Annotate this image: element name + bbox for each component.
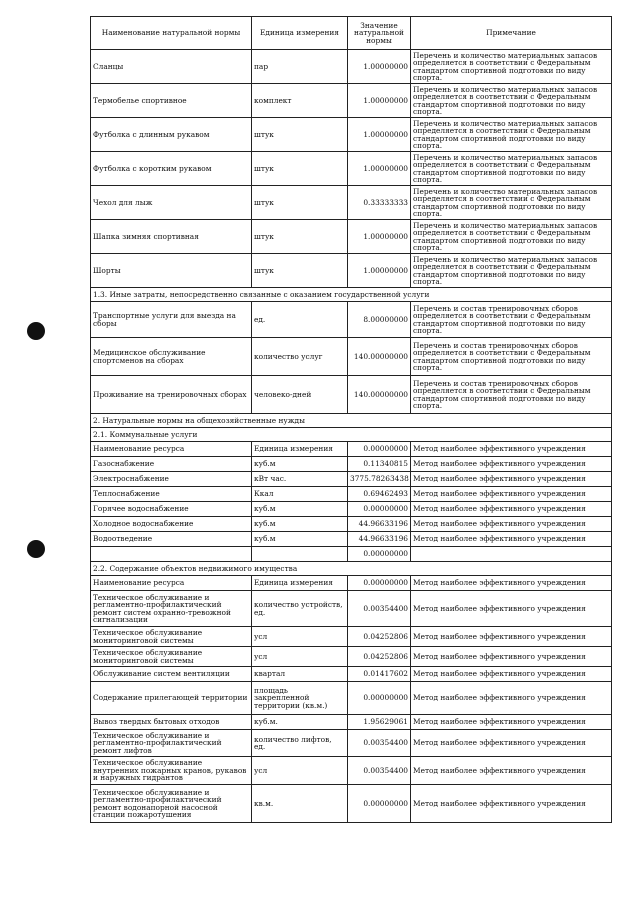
item-value: 0.04252806	[348, 647, 411, 667]
item-unit: Единица измерения	[252, 442, 348, 457]
item-name: Медицинское обслуживание спортсменов на сборах	[91, 338, 252, 376]
table-row	[91, 50, 612, 84]
item-unit: штук	[252, 220, 348, 254]
item-value: 3775.78263438	[348, 472, 411, 487]
item-name: Транспортные услуги для выезда на сборы	[91, 302, 252, 338]
item-value: 0.00354400	[348, 730, 411, 757]
item-name: Электроснабжение	[91, 472, 252, 487]
table-row	[91, 715, 612, 730]
item-unit: куб.м	[252, 457, 348, 472]
item-unit: количество лифтов, ед.	[252, 730, 348, 757]
item-unit: количество услуг	[252, 338, 348, 376]
item-name: Техническое обслуживание и регламентно-профилактический ремонт систем охранно-тревожной сигнализации	[91, 591, 252, 627]
section-row	[91, 562, 612, 576]
table-row	[91, 338, 612, 376]
item-unit: штук	[252, 152, 348, 186]
item-unit: усл	[252, 627, 348, 647]
item-unit: человеко-дней	[252, 376, 348, 414]
item-unit: штук	[252, 254, 348, 288]
section-title: 2. Натуральные нормы на общехозяйственные нужды	[91, 414, 612, 428]
item-name: Обслуживание систем вентиляции	[91, 667, 252, 682]
item-unit: куб.м	[252, 517, 348, 532]
item-unit: куб.м	[252, 502, 348, 517]
item-note: Метод наиболее эффективного учреждения	[411, 785, 612, 823]
item-value: 0.69462493	[348, 487, 411, 502]
item-value: 140.00000000	[348, 338, 411, 376]
utilities-header-row	[91, 442, 612, 457]
item-note: Метод наиболее эффективного учреждения	[411, 442, 612, 457]
item-unit: усл	[252, 757, 348, 785]
item-value: 0.00354400	[348, 591, 411, 627]
empty-cell	[252, 547, 348, 562]
item-name: Чехол для лыж	[91, 186, 252, 220]
item-unit: кв.м.	[252, 785, 348, 823]
item-name: Сланцы	[91, 50, 252, 84]
item-note: Перечень и количество материальных запасов определяется в соответствии с Федеральным стандартом спортивной подготовки по виду спорта.	[411, 186, 612, 220]
item-value: 1.00000000	[348, 220, 411, 254]
table-row	[91, 220, 612, 254]
item-note: Метод наиболее эффективного учреждения	[411, 757, 612, 785]
table-row	[91, 472, 612, 487]
table-row	[91, 785, 612, 823]
table-row	[91, 532, 612, 547]
item-name: Теплоснабжение	[91, 487, 252, 502]
item-unit: куб.м	[252, 532, 348, 547]
item-value: 1.95629061	[348, 715, 411, 730]
item-note: Метод наиболее эффективного учреждения	[411, 591, 612, 627]
item-name: Наименование ресурса	[91, 442, 252, 457]
section-row	[91, 414, 612, 428]
item-name: Вывоз твердых бытовых отходов	[91, 715, 252, 730]
item-name: Техническое обслуживание мониторинговой системы	[91, 627, 252, 647]
table-row	[91, 627, 612, 647]
item-unit: пар	[252, 50, 348, 84]
item-name: Холодное водоснабжение	[91, 517, 252, 532]
item-name: Шорты	[91, 254, 252, 288]
item-unit: площадь закрепленной территории (кв.м.)	[252, 682, 348, 715]
item-note: Метод наиболее эффективного учреждения	[411, 667, 612, 682]
item-note: Метод наиболее эффективного учреждения	[411, 532, 612, 547]
item-value: 0.04252806	[348, 627, 411, 647]
item-value: 0.33333333	[348, 186, 411, 220]
table-row	[91, 647, 612, 667]
section-row	[91, 428, 612, 442]
item-value: 0.00000000	[348, 547, 411, 562]
empty-cell	[91, 547, 252, 562]
item-name: Горячее водоснабжение	[91, 502, 252, 517]
table-row	[91, 457, 612, 472]
header-row	[91, 17, 612, 50]
item-unit: Ккал	[252, 487, 348, 502]
item-name: Газоснабжение	[91, 457, 252, 472]
item-unit: комплект	[252, 84, 348, 118]
item-note: Перечень и количество материальных запасов определяется в соответствии с Федеральным стандартом спортивной подготовки по виду спорта.	[411, 84, 612, 118]
item-value: 0.00000000	[348, 785, 411, 823]
item-name: Техническое обслуживание и регламентно-профилактический ремонт водонапорной насосной станции пожаротушения	[91, 785, 252, 823]
item-value: 1.00000000	[348, 84, 411, 118]
item-value: 44.96633196	[348, 532, 411, 547]
item-name: Техническое обслуживание внутренних пожарных кранов, рукавов и наружных гидрантов	[91, 757, 252, 785]
item-note: Перечень и количество материальных запасов определяется в соответствии с Федеральным стандартом спортивной подготовки по виду спорта.	[411, 254, 612, 288]
item-note: Перечень и состав тренировочных сборов определяется в соответствии с Федеральным стандартом спортивной подготовки по виду спорта.	[411, 338, 612, 376]
item-note: Перечень и количество материальных запасов определяется в соответствии с Федеральным стандартом спортивной подготовки по виду спорта.	[411, 118, 612, 152]
item-note: Метод наиболее эффективного учреждения	[411, 502, 612, 517]
header-unit: Единица измерения	[252, 17, 348, 50]
item-unit: куб.м.	[252, 715, 348, 730]
item-name: Водоотведение	[91, 532, 252, 547]
item-unit: количество устройств, ед.	[252, 591, 348, 627]
item-value: 0.11340815	[348, 457, 411, 472]
table-row	[91, 517, 612, 532]
item-value: 0.00000000	[348, 682, 411, 715]
item-name: Содержание прилегающей территории	[91, 682, 252, 715]
table-row	[91, 302, 612, 338]
item-name: Термобелье спортивное	[91, 84, 252, 118]
item-value: 1.00000000	[348, 254, 411, 288]
item-note: Метод наиболее эффективного учреждения	[411, 682, 612, 715]
table-row	[91, 682, 612, 715]
item-unit: ед.	[252, 302, 348, 338]
item-value: 1.00000000	[348, 152, 411, 186]
item-unit: усл	[252, 647, 348, 667]
item-note: Метод наиболее эффективного учреждения	[411, 715, 612, 730]
section-row	[91, 288, 612, 302]
item-value: 0.00000000	[348, 576, 411, 591]
item-note: Перечень и состав тренировочных сборов определяется в соответствии с Федеральным стандартом спортивной подготовки по виду спорта.	[411, 376, 612, 414]
header-value: Значение натуральной нормы	[348, 17, 411, 50]
utilities-total-row	[91, 547, 612, 562]
item-value: 8.00000000	[348, 302, 411, 338]
table-row	[91, 152, 612, 186]
property-header-row	[91, 576, 612, 591]
item-name: Футболка с коротким рукавом	[91, 152, 252, 186]
item-value: 0.00000000	[348, 442, 411, 457]
item-unit: штук	[252, 118, 348, 152]
item-note: Метод наиболее эффективного учреждения	[411, 730, 612, 757]
table-row	[91, 591, 612, 627]
table-row	[91, 254, 612, 288]
table-row	[91, 186, 612, 220]
item-note: Метод наиболее эффективного учреждения	[411, 472, 612, 487]
item-name: Футболка с длинным рукавом	[91, 118, 252, 152]
item-note: Метод наиболее эффективного учреждения	[411, 517, 612, 532]
item-value: 44.96633196	[348, 517, 411, 532]
item-note: Метод наиболее эффективного учреждения	[411, 576, 612, 591]
item-name: Техническое обслуживание мониторинговой системы	[91, 647, 252, 667]
table-row	[91, 502, 612, 517]
punch-hole	[27, 540, 45, 558]
table-row	[91, 730, 612, 757]
item-name: Шапка зимняя спортивная	[91, 220, 252, 254]
section-title: 1.3. Иные затраты, непосредственно связанные с оказанием государственной услуги	[91, 288, 612, 302]
item-note: Перечень и количество материальных запасов определяется в соответствии с Федеральным стандартом спортивной подготовки по виду спорта.	[411, 220, 612, 254]
item-note: Перечень и количество материальных запасов определяется в соответствии с Федеральным стандартом спортивной подготовки по виду спорта.	[411, 50, 612, 84]
empty-cell	[411, 547, 612, 562]
table-row	[91, 118, 612, 152]
table-row	[91, 667, 612, 682]
item-unit: штук	[252, 186, 348, 220]
item-name: Техническое обслуживание и регламентно-профилактический ремонт лифтов	[91, 730, 252, 757]
item-unit: квартал	[252, 667, 348, 682]
item-name: Проживание на тренировочных сборах	[91, 376, 252, 414]
item-value: 1.00000000	[348, 118, 411, 152]
item-note: Метод наиболее эффективного учреждения	[411, 487, 612, 502]
punch-hole	[27, 322, 45, 340]
item-value: 0.01417602	[348, 667, 411, 682]
item-note: Метод наиболее эффективного учреждения	[411, 627, 612, 647]
item-note: Метод наиболее эффективного учреждения	[411, 647, 612, 667]
item-note: Перечень и количество материальных запасов определяется в соответствии с Федеральным стандартом спортивной подготовки по виду спорта.	[411, 152, 612, 186]
section-title: 2.2. Содержание объектов недвижимого имущества	[91, 562, 612, 576]
item-value: 1.00000000	[348, 50, 411, 84]
section-title: 2.1. Коммунальные услуги	[91, 428, 612, 442]
table-row	[91, 376, 612, 414]
item-name: Наименование ресурса	[91, 576, 252, 591]
item-note: Перечень и состав тренировочных сборов определяется в соответствии с Федеральным стандартом спортивной подготовки по виду спорта.	[411, 302, 612, 338]
item-unit: кВт час.	[252, 472, 348, 487]
table-row	[91, 487, 612, 502]
header-note: Примечание	[411, 17, 612, 50]
table-row	[91, 757, 612, 785]
header-name: Наименование натуральной нормы	[91, 17, 252, 50]
item-value: 140.00000000	[348, 376, 411, 414]
item-value: 0.00354400	[348, 757, 411, 785]
item-value: 0.00000000	[348, 502, 411, 517]
item-unit: Единица измерения	[252, 576, 348, 591]
norms-table	[90, 16, 612, 823]
table-row	[91, 84, 612, 118]
item-note: Метод наиболее эффективного учреждения	[411, 457, 612, 472]
